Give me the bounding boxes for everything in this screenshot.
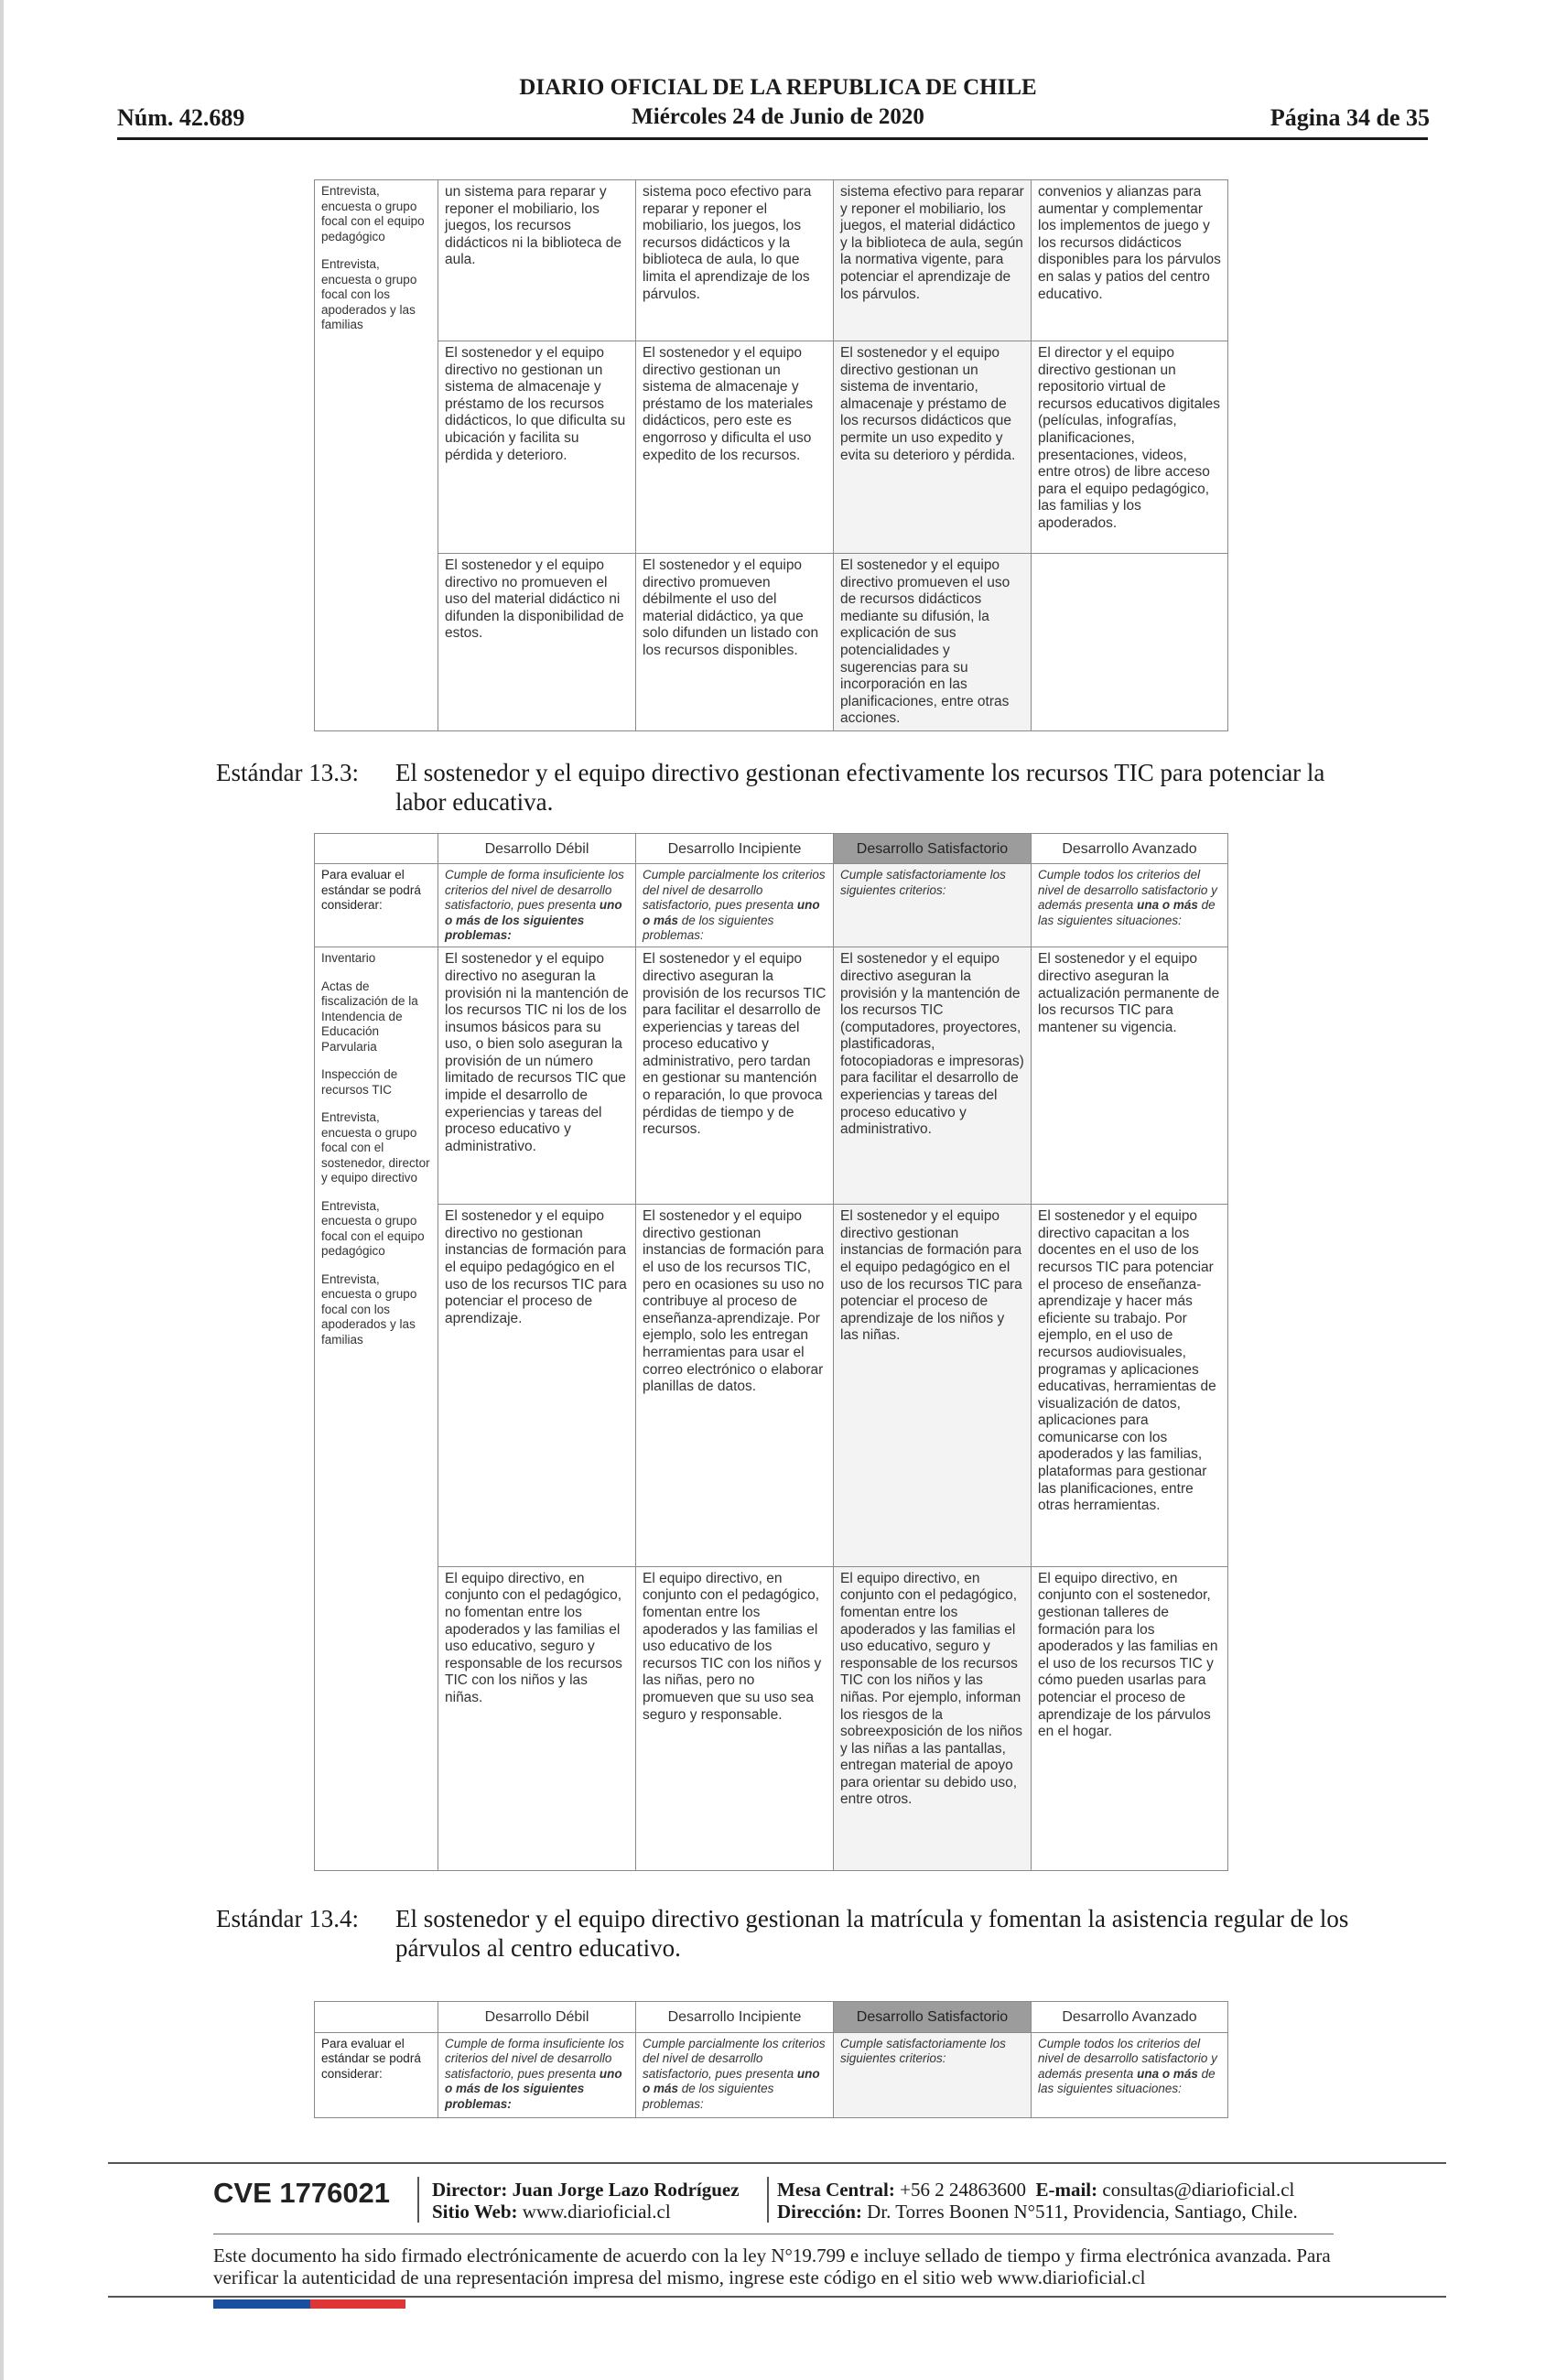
criteria-row xyxy=(315,864,1228,947)
standard-text: El sostenedor y el equipo directivo gestionan efectivamente los recursos TIC para potenciar la labor educativa. xyxy=(395,759,1325,816)
criteria-avanzado: Cumple todos los criterios del nivel de desarrollo satisfactorio y además presenta una o más de las siguientes situaciones: xyxy=(1032,864,1228,947)
level-satisfactorio: Desarrollo Satisfactorio xyxy=(834,2002,1032,2033)
footer-separator xyxy=(767,2177,769,2223)
evidence-item: Inventario xyxy=(321,951,376,966)
cell-satisfactorio: El equipo directivo, en conjunto con el pedagógico, fomentan entre los apoderados y las familias el uso educativo, seguro y responsable de los recursos TIC con los niños y las niñas. Por ejemplo, informan los riesgos de la sobreexposición de los niños y las niñas a las pantallas, entregan material de apoyo para orientar su debido uso, entre otros. xyxy=(834,1566,1032,1870)
cell-debil: El sostenedor y el equipo directivo no aseguran la provisión ni la mantención de los recursos TIC ni los de los insumos básicos para su uso, o bien solo aseguran la provisión de un número limitado de recursos TIC que impide el desarrollo de experiencias y tareas del proceso educativo y administrativo. xyxy=(438,947,636,1205)
criteria-satisfactorio: Cumple satisfactoriamente los siguientes criterios: xyxy=(834,2032,1032,2117)
standard-text: El sostenedor y el equipo directivo gestionan la matrícula y fomentan la asistencia regular de los párvulos al centro educativo. xyxy=(395,1905,1349,1962)
level-incipiente: Desarrollo Incipiente xyxy=(636,2002,834,2033)
criteria-incipiente: Cumple parcialmente los criterios del nivel de desarrollo satisfactorio, pues presenta uno o más de los siguientes problemas: xyxy=(636,2032,834,2117)
cell-avanzado xyxy=(1032,554,1228,731)
evidence-item: Entrevista, encuesta o grupo focal con los apoderados y las familias xyxy=(321,1271,417,1347)
cell-satisfactorio: El sostenedor y el equipo directivo aseguran la provisión y la mantención de los recursos TIC (computadores, proyectores, plastificadoras, fotocopiadoras e impresoras) para facilitar el desarrollo de experiencias y tareas del proceso educativo y administrativo. xyxy=(834,947,1032,1205)
table-row xyxy=(315,341,1228,554)
director-name: Juan Jorge Lazo Rodríguez xyxy=(512,2179,740,2201)
cell-incipiente: El sostenedor y el equipo directivo gestionan instancias de formación para el uso de los recursos TIC, pero en ocasiones su uso no contribuye al proceso de enseñanza-aprendizaje. Por ejemplo, solo les entregan herramientas para usar el correo electrónico o elaborar planillas de datos. xyxy=(636,1205,834,1567)
phone-number: +56 2 24863600 xyxy=(900,2179,1026,2201)
standard-13-2-table-continued xyxy=(314,179,1228,731)
level-header-row xyxy=(315,834,1228,864)
footer-rule xyxy=(108,2162,1446,2164)
cell-debil: El equipo directivo, en conjunto con el pedagógico, no fomentan entre los apoderados y las familias el uso educativo, seguro y responsable de los recursos TIC con los niños y las niñas. xyxy=(438,1566,636,1870)
issue-date: Miércoles 24 de Junio de 2020 xyxy=(632,104,924,129)
evidence-sources xyxy=(315,180,438,731)
evidence-item: Entrevista, encuesta o grupo focal con los apoderados y las familias xyxy=(321,257,417,331)
cell-avanzado: El sostenedor y el equipo directivo capacitan a los docentes en el uso de los recursos TIC para potenciar el proceso de enseñanza-aprendizaje y hacer más eficiente su trabajo. Por ejemplo, en el uso de recursos audiovisuales, programas y aplicaciones educativas, herramientas de visualización de datos, aplicaciones para comunicarse con los apoderados y las familias, plataformas para gestionar las planificaciones, entre otras herramientas. xyxy=(1032,1205,1228,1567)
page-indicator: Página 34 de 35 xyxy=(1270,104,1430,131)
cell-avanzado: convenios y alianzas para aumentar y complementar los implementos de juego y los recursos didácticos disponibles para los párvulos en salas y patios del centro educativo. xyxy=(1032,180,1228,341)
table-row xyxy=(315,947,1228,1205)
issue-number: Núm. 42.689 xyxy=(117,104,245,131)
table-row xyxy=(315,1566,1228,1870)
evidence-item: Inspección de recursos TIC xyxy=(321,1067,398,1097)
cell-satisfactorio: sistema efectivo para reparar y reponer el mobiliario, los juegos, el material didáctico y la biblioteca de aula, según la normativa vigente, para potenciar el aprendizaje de los párvulos. xyxy=(834,180,1032,341)
criteria-satisfactorio: Cumple satisfactoriamente los siguientes criterios: xyxy=(834,864,1032,947)
evidence-item: Entrevista, encuesta o grupo focal con el equipo pedagógico xyxy=(321,1198,425,1259)
address: Dr. Torres Boonen N°511, Providencia, Santiago, Chile. xyxy=(867,2201,1298,2223)
standard-label: Estándar 13.4: xyxy=(216,1905,359,1932)
cve-code: CVE 1776021 xyxy=(213,2177,391,2209)
cell-incipiente: sistema poco efectivo para reparar y reponer el mobiliario, los juegos, los recursos didácticos y la biblioteca de aula, lo que limita el aprendizaje de los párvulos. xyxy=(636,180,834,341)
cell-satisfactorio: El sostenedor y el equipo directivo gestionan instancias de formación para el equipo pedagógico en el uso de los recursos TIC para potenciar el proceso de aprendizaje de los niños y las niñas. xyxy=(834,1205,1032,1567)
table-row xyxy=(315,180,1228,341)
criteria-debil: Cumple de forma insuficiente los criterios del nivel de desarrollo satisfactorio, pues presenta uno o más de los siguientes problemas: xyxy=(438,864,636,947)
level-avanzado: Desarrollo Avanzado xyxy=(1032,834,1228,864)
evidence-sources xyxy=(315,947,438,1871)
flag-stripe-red xyxy=(310,2299,405,2309)
evidence-item: Entrevista, encuesta o grupo focal con el sostenedor, director y equipo directivo xyxy=(321,1110,430,1185)
legal-notice: Este documento ha sido firmado electrónicamente de acuerdo con la ley N°19.799 e incluye sellado de tiempo y firma electrónica avanzada. Para verificar la autenticidad de una representación impresa del mismo, ingrese este código en el sitio web www.diarioficial.cl xyxy=(213,2245,1331,2288)
cell-incipiente: El sostenedor y el equipo directivo promueven débilmente el uso del material didáctico, ya que solo difunden un listado con los recursos disponibles. xyxy=(636,554,834,731)
header-rule xyxy=(117,137,1428,140)
flag-stripe-blue xyxy=(213,2299,310,2309)
newspaper-title: DIARIO OFICIAL DE LA REPUBLICA DE CHILE xyxy=(519,75,1037,100)
cell-avanzado: El sostenedor y el equipo directivo aseguran la actualización permanente de los recursos TIC para mantener su vigencia. xyxy=(1032,947,1228,1205)
cell-incipiente: El sostenedor y el equipo directivo gestionan un sistema de almacenaje y préstamo de los materiales didácticos, pero este es engorroso y dificulta el uso expedito de los recursos. xyxy=(636,341,834,554)
cell-satisfactorio: El sostenedor y el equipo directivo gestionan un sistema de inventario, almacenaje y préstamo de los recursos didácticos que permite un uso expedito y evita su deterioro y pérdida. xyxy=(834,341,1032,554)
standard-label: Estándar 13.3: xyxy=(216,759,359,786)
footer-separator xyxy=(417,2177,419,2223)
cell-debil: El sostenedor y el equipo directivo no gestionan instancias de formación para el equipo pedagógico en el uso de los recursos TIC para potenciar el proceso de aprendizaje. xyxy=(438,1205,636,1567)
criteria-row xyxy=(315,2032,1228,2117)
level-debil: Desarrollo Débil xyxy=(438,834,636,864)
cell-debil: El sostenedor y el equipo directivo no promueven el uso del material didáctico ni difunden la disponibilidad de estos. xyxy=(438,554,636,731)
cell-incipiente: El sostenedor y el equipo directivo aseguran la provisión de los recursos TIC para facilitar el desarrollo de experiencias y tareas del proceso educativo y administrativo, pero tardan en gestionar su mantención o reparación, lo que provoca pérdidas de tiempo y de recursos. xyxy=(636,947,834,1205)
criteria-debil: Cumple de forma insuficiente los criterios del nivel de desarrollo satisfactorio, pues presenta uno o más de los siguientes problemas: xyxy=(438,2032,636,2117)
footer-rule xyxy=(108,2296,1446,2298)
level-debil: Desarrollo Débil xyxy=(438,2002,636,2033)
evidence-item: Actas de fiscalización de la Intendencia de Educación Parvularia xyxy=(321,979,418,1054)
consider-label: Para evaluar el estándar se podrá considerar: xyxy=(315,2032,438,2117)
cell-satisfactorio: El sostenedor y el equipo directivo promueven el uso de recursos didácticos mediante su difusión, la explicación de sus potencialidades y sugerencias para su incorporación en las planificaciones, entre otras acciones. xyxy=(834,554,1032,731)
level-avanzado: Desarrollo Avanzado xyxy=(1032,2002,1228,2033)
cell-avanzado: El director y el equipo directivo gestionan un repositorio virtual de recursos educativos digitales (películas, infografías, planificaciones, presentaciones, videos, entre otros) de libre acceso para el equipo pedagógico, las familias y los apoderados. xyxy=(1032,341,1228,554)
level-incipiente: Desarrollo Incipiente xyxy=(636,834,834,864)
table-row xyxy=(315,554,1228,731)
cell-incipiente: El equipo directivo, en conjunto con el pedagógico, fomentan entre los apoderados y las familias el uso educativo de los recursos TIC con los niños y las niñas, pero no promueven que su uso sea seguro y responsable. xyxy=(636,1566,834,1870)
standard-13-4-table xyxy=(314,2001,1228,2118)
scan-left-edge xyxy=(0,0,4,2380)
cell-debil: El sostenedor y el equipo directivo no gestionan un sistema de almacenaje y préstamo de los recursos didácticos, lo que dificulta su ubicación y facilita su pérdida y deterioro. xyxy=(438,341,636,554)
evidence-item: Entrevista, encuesta o grupo focal con el equipo pedagógico xyxy=(321,184,425,243)
level-header-row xyxy=(315,2002,1228,2033)
level-satisfactorio: Desarrollo Satisfactorio xyxy=(834,834,1032,864)
standard-13-3-heading xyxy=(216,758,1351,817)
footer-contact-block: Mesa Central: +56 2 24863600 E-mail: consultas@diarioficial.cl Dirección: Dr. Torres Boonen N°511, Providencia, Santiago, Chile. xyxy=(777,2179,1298,2223)
standard-13-4-heading xyxy=(216,1904,1351,1963)
email-link[interactable]: consultas@diarioficial.cl xyxy=(1102,2179,1295,2201)
criteria-incipiente: Cumple parcialmente los criterios del nivel de desarrollo satisfactorio, pues presenta uno o más de los siguientes problemas: xyxy=(636,864,834,947)
table-row xyxy=(315,1205,1228,1567)
website-link[interactable]: www.diarioficial.cl xyxy=(522,2201,671,2223)
cell-debil: un sistema para reparar y reponer el mobiliario, los juegos, los recursos didácticos ni la biblioteca de aula. xyxy=(438,180,636,341)
standard-13-3-table xyxy=(314,833,1228,1871)
consider-label: Para evaluar el estándar se podrá considerar: xyxy=(315,864,438,947)
footer-director-block: Director: Juan Jorge Lazo Rodríguez Sitio Web: www.diarioficial.cl xyxy=(432,2179,740,2223)
criteria-avanzado: Cumple todos los criterios del nivel de desarrollo satisfactorio y además presenta una o más de las siguientes situaciones: xyxy=(1032,2032,1228,2117)
cell-avanzado: El equipo directivo, en conjunto con el sostenedor, gestionan talleres de formación para los apoderados y las familias en el uso de los recursos TIC y cómo pueden usarlas para potenciar el proceso de aprendizaje de los párvulos en el hogar. xyxy=(1032,1566,1228,1870)
